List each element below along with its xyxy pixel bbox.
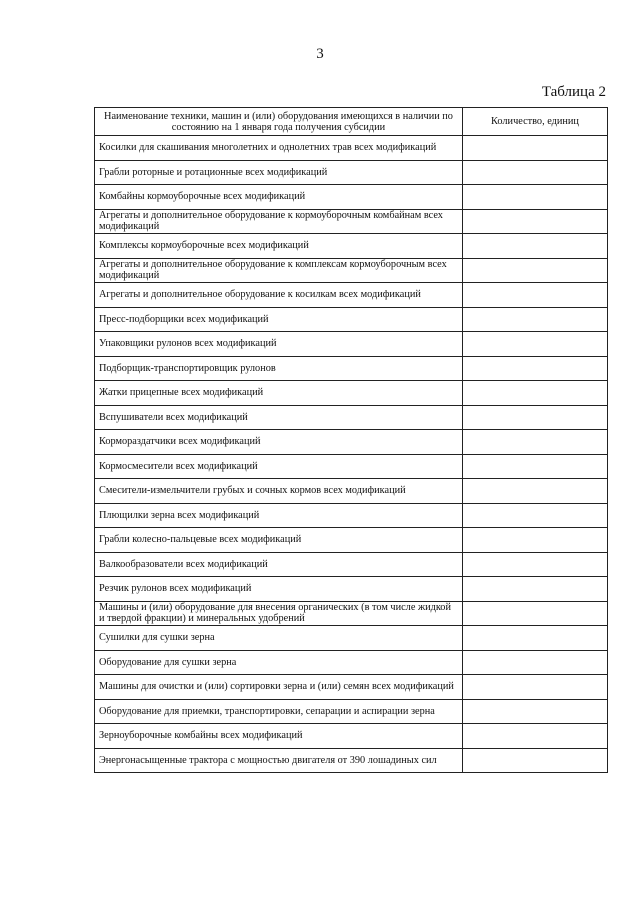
quantity-cell[interactable] [463,577,608,602]
table-row [95,258,608,283]
equipment-name-cell: Грабли колесно-пальцевые всех модификаций [95,528,463,553]
table-row [95,209,608,234]
table-row [95,160,608,185]
equipment-name-cell: Плющилки зерна всех модификаций [95,503,463,528]
quantity-cell[interactable] [463,552,608,577]
table-row [95,381,608,406]
equipment-name-cell: Оборудование для сушки зерна [95,650,463,675]
name-column-header: Наименование техники, машин и (или) оборудования имеющихся в наличии по состоянию на 1 января года получения субсидии [95,108,463,136]
equipment-name-cell: Подборщик-транспортировщик рулонов [95,356,463,381]
quantity-cell[interactable] [463,136,608,161]
table-row [95,552,608,577]
equipment-name-cell: Вспушиватели всех модификаций [95,405,463,430]
quantity-cell[interactable] [463,748,608,773]
table-header-row [95,108,608,136]
quantity-column-header: Количество, единиц [463,108,608,136]
equipment-name-cell: Сушилки для сушки зерна [95,626,463,651]
table-row [95,577,608,602]
table-row [95,675,608,700]
quantity-cell[interactable] [463,160,608,185]
quantity-cell[interactable] [463,503,608,528]
table-body [95,136,608,773]
quantity-cell[interactable] [463,234,608,259]
quantity-cell[interactable] [463,307,608,332]
table-row [95,136,608,161]
quantity-cell[interactable] [463,601,608,626]
quantity-cell[interactable] [463,699,608,724]
quantity-cell[interactable] [463,626,608,651]
quantity-cell[interactable] [463,185,608,210]
equipment-name-cell: Пресс-подборщики всех модификаций [95,307,463,332]
equipment-name-cell: Агрегаты и дополнительное оборудование к косилкам всех модификаций [95,283,463,308]
equipment-name-cell: Зерноуборочные комбайны всех модификаций [95,724,463,749]
equipment-name-cell: Комбайны кормоуборочные всех модификаций [95,185,463,210]
equipment-name-cell: Комплексы кормоуборочные всех модификаций [95,234,463,259]
equipment-name-cell: Упаковщики рулонов всех модификаций [95,332,463,357]
equipment-name-cell: Агрегаты и дополнительное оборудование к комплексам кормоуборочным всех модификаций [95,258,463,283]
equipment-name-cell: Валкообразователи всех модификаций [95,552,463,577]
table-row [95,699,608,724]
quantity-cell[interactable] [463,332,608,357]
equipment-name-cell: Машины для очистки и (или) сортировки зерна и (или) семян всех модификаций [95,675,463,700]
table-row [95,601,608,626]
table-row [95,454,608,479]
equipment-name-cell: Косилки для скашивания многолетних и однолетних трав всех модификаций [95,136,463,161]
table-row [95,503,608,528]
quantity-cell[interactable] [463,724,608,749]
table-row [95,650,608,675]
equipment-name-cell: Агрегаты и дополнительное оборудование к кормоуборочным комбайнам всех модификаций [95,209,463,234]
table-row [95,405,608,430]
table-row [95,528,608,553]
table-row [95,748,608,773]
quantity-cell[interactable] [463,209,608,234]
table-row [95,234,608,259]
quantity-cell[interactable] [463,528,608,553]
table-row [95,283,608,308]
table-row [95,430,608,455]
quantity-cell[interactable] [463,258,608,283]
table-label: Таблица 2 [541,84,606,100]
page-number: 3 [316,46,324,62]
table-row [95,307,608,332]
equipment-name-cell: Резчик рулонов всех модификаций [95,577,463,602]
equipment-name-cell: Кормосмесители всех модификаций [95,454,463,479]
equipment-name-cell: Смесители-измельчители грубых и сочных кормов всех модификаций [95,479,463,504]
quantity-cell[interactable] [463,675,608,700]
quantity-cell[interactable] [463,479,608,504]
table-row [95,185,608,210]
quantity-cell[interactable] [463,405,608,430]
equipment-name-cell: Жатки прицепные всех модификаций [95,381,463,406]
quantity-cell[interactable] [463,454,608,479]
equipment-table [94,107,608,773]
table-row [95,356,608,381]
table-row [95,479,608,504]
quantity-cell[interactable] [463,430,608,455]
quantity-cell[interactable] [463,381,608,406]
equipment-name-cell: Кормораздатчики всех модификаций [95,430,463,455]
equipment-name-cell: Энергонасыщенные трактора с мощностью двигателя от 390 лошадиных сил [95,748,463,773]
table-row [95,626,608,651]
equipment-name-cell: Машины и (или) оборудование для внесения органических (в том числе жидкой и твердой фракции) и минеральных удобрений [95,601,463,626]
equipment-name-cell: Грабли роторные и ротационные всех модификаций [95,160,463,185]
table-row [95,332,608,357]
equipment-name-cell: Оборудование для приемки, транспортировки, сепарации и аспирации зерна [95,699,463,724]
table-row [95,724,608,749]
quantity-cell[interactable] [463,650,608,675]
quantity-cell[interactable] [463,283,608,308]
quantity-cell[interactable] [463,356,608,381]
